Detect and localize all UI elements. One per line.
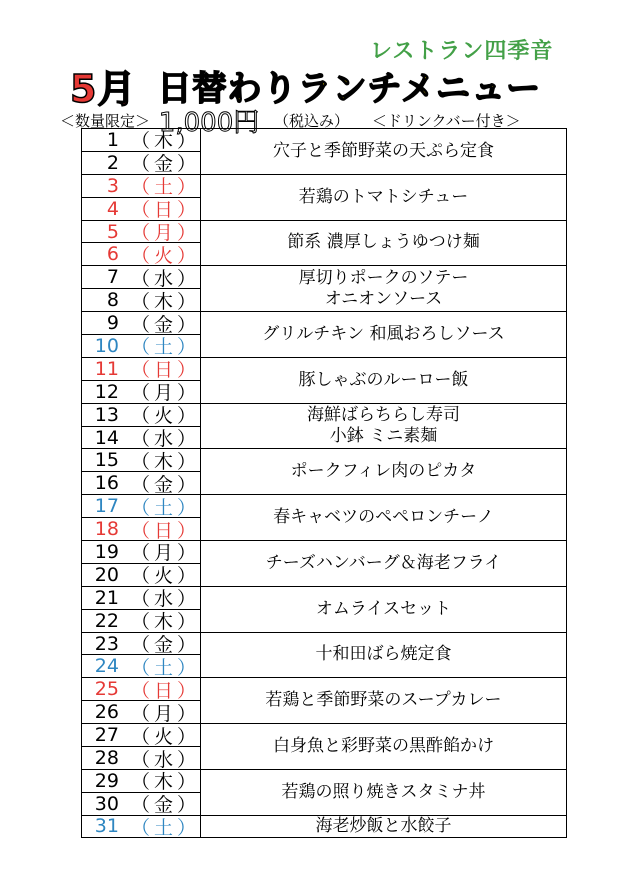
day-number: 25 <box>94 678 119 701</box>
dish-cell <box>201 266 567 312</box>
dish-cell <box>201 495 567 541</box>
date-cell <box>82 586 201 632</box>
price-label: 1,000円 <box>158 108 260 138</box>
dish-cell <box>201 541 567 587</box>
date-cell <box>82 266 201 312</box>
month-label: 5月 <box>70 67 137 111</box>
menu-row <box>82 769 567 815</box>
menu-row <box>82 403 567 449</box>
date-line <box>82 152 200 174</box>
weekday: （金） <box>130 473 200 496</box>
day-number: 8 <box>106 289 119 312</box>
date-line <box>82 289 200 311</box>
date-line <box>82 243 200 265</box>
weekday: （土） <box>130 496 200 519</box>
dish-name: 白身魚と彩野菜の黒酢餡かけ <box>273 736 494 757</box>
day-number: 10 <box>94 334 119 357</box>
tax-label: （税込み） <box>274 112 350 130</box>
dish-cell <box>201 129 567 175</box>
day-number: 1 <box>106 128 119 151</box>
menu-row <box>82 220 567 266</box>
dish-cell <box>201 815 567 837</box>
menu-row <box>82 312 567 358</box>
dish-cell <box>201 449 567 495</box>
dish-name: 若鶏のトマトシチュー <box>298 186 469 207</box>
date-cell <box>82 541 201 587</box>
date-cell <box>82 220 201 266</box>
weekday: （火） <box>130 405 200 428</box>
page-title: 日替わりランチメニュー <box>157 69 542 109</box>
day-number: 5 <box>106 220 119 243</box>
day-number: 9 <box>106 312 119 335</box>
date-line <box>82 518 200 540</box>
dish-cell <box>201 220 567 266</box>
date-cell <box>82 815 201 837</box>
dish-cell <box>201 769 567 815</box>
weekday: （金） <box>130 153 200 176</box>
date-cell <box>82 403 201 449</box>
day-number: 2 <box>106 151 119 174</box>
weekday: （金） <box>130 794 200 817</box>
day-number: 14 <box>94 426 119 449</box>
weekday: （火） <box>130 565 200 588</box>
menu-table <box>81 128 567 838</box>
day-number: 3 <box>106 174 119 197</box>
day-number: 12 <box>94 380 119 403</box>
menu-row <box>82 129 567 175</box>
date-line <box>82 747 200 769</box>
date-cell <box>82 174 201 220</box>
dish-cell <box>201 357 567 403</box>
dish-name: 海老炒飯と水餃子 <box>315 815 452 836</box>
weekday: （水） <box>130 748 200 771</box>
menu-row <box>82 495 567 541</box>
weekday: （日） <box>130 519 200 542</box>
date-cell <box>82 769 201 815</box>
menu-row <box>82 357 567 403</box>
dish-cell <box>201 632 567 678</box>
dish-cell <box>201 312 567 358</box>
weekday: （金） <box>130 313 200 336</box>
dish-name: 穴子と季節野菜の天ぷら定食 <box>273 140 494 161</box>
weekday: （土） <box>130 816 200 839</box>
dish-cell <box>201 724 567 770</box>
day-number: 27 <box>94 724 119 747</box>
dish-cell <box>201 586 567 632</box>
date-line <box>82 793 200 815</box>
weekday: （月） <box>130 542 200 565</box>
dish-name: 小鉢 ミニ素麺 <box>329 426 438 447</box>
weekday: （月） <box>130 222 200 245</box>
menu-table-body <box>82 129 567 838</box>
day-number: 7 <box>106 266 119 289</box>
date-line <box>82 655 200 677</box>
menu-row <box>82 724 567 770</box>
weekday: （火） <box>130 244 200 267</box>
weekday: （土） <box>130 176 200 199</box>
dish-name: オニオンソース <box>324 288 443 309</box>
date-cell <box>82 724 201 770</box>
date-line <box>82 427 200 449</box>
day-number: 11 <box>94 357 119 380</box>
menu-row <box>82 632 567 678</box>
day-number: 29 <box>94 769 119 792</box>
dish-name: 若鶏の照り焼きスタミナ丼 <box>281 781 486 802</box>
date-line <box>82 701 200 723</box>
date-line <box>82 816 200 837</box>
dish-name: 厚切りポークのソテー <box>298 267 469 288</box>
subtitle-row <box>60 102 521 138</box>
day-number: 4 <box>106 197 119 220</box>
restaurant-name: レストラン四季音 <box>370 39 554 64</box>
date-line <box>82 610 200 632</box>
date-cell <box>82 632 201 678</box>
weekday: （日） <box>130 199 200 222</box>
menu-row <box>82 678 567 724</box>
dish-name: 春キャベツのペペロンチーノ <box>273 507 494 528</box>
weekday: （月） <box>130 702 200 725</box>
weekday: （水） <box>130 588 200 611</box>
weekday: （木） <box>130 771 200 794</box>
weekday: （金） <box>130 634 200 657</box>
menu-row <box>82 815 567 837</box>
weekday: （木） <box>130 450 200 473</box>
weekday: （水） <box>130 428 200 451</box>
date-cell <box>82 312 201 358</box>
day-number: 23 <box>94 632 119 655</box>
dish-name: 十和田ばら焼定食 <box>315 644 452 665</box>
day-number: 26 <box>94 701 119 724</box>
date-line <box>82 198 200 220</box>
day-number: 22 <box>94 609 119 632</box>
limited-label: ＜数量限定＞ <box>60 112 151 130</box>
date-cell <box>82 449 201 495</box>
menu-row <box>82 586 567 632</box>
day-number: 28 <box>94 747 119 769</box>
weekday: （木） <box>130 611 200 634</box>
day-number: 17 <box>94 495 119 518</box>
weekday: （土） <box>130 336 200 359</box>
dish-name: 豚しゃぶのルーロー飯 <box>298 369 469 390</box>
weekday: （日） <box>130 359 200 382</box>
dish-name: オムライスセット <box>315 598 452 619</box>
menu-row <box>82 174 567 220</box>
menu-row <box>82 449 567 495</box>
date-line <box>82 472 200 494</box>
weekday: （火） <box>130 725 200 748</box>
dish-cell <box>201 678 567 724</box>
date-cell <box>82 129 201 175</box>
dish-name: 海鮮ばらちらし寿司 <box>307 405 460 426</box>
date-line <box>82 381 200 403</box>
day-number: 20 <box>94 563 119 586</box>
day-number: 15 <box>94 449 119 472</box>
dish-name: チーズハンバーグ＆海老フライ <box>265 552 502 573</box>
day-number: 18 <box>94 518 119 541</box>
drink-bar-label: ＜ドリンクバー付き＞ <box>371 112 521 130</box>
day-number: 6 <box>106 243 119 266</box>
dish-cell <box>201 403 567 449</box>
date-cell <box>82 495 201 541</box>
day-number: 16 <box>94 472 119 495</box>
date-cell <box>82 357 201 403</box>
day-number: 24 <box>94 655 119 678</box>
dish-name: 節系 濃厚しょうゆつけ麺 <box>287 232 480 253</box>
weekday: （月） <box>130 382 200 405</box>
weekday: （日） <box>130 679 200 702</box>
weekday: （木） <box>130 290 200 313</box>
menu-row <box>82 541 567 587</box>
day-number: 19 <box>94 540 119 563</box>
dish-name: ポークフィレ肉のピカタ <box>290 461 477 482</box>
dish-name: グリルチキン 和風おろしソース <box>262 324 505 345</box>
weekday: （土） <box>130 656 200 679</box>
date-line <box>82 564 200 586</box>
day-number: 31 <box>94 815 119 838</box>
day-number: 13 <box>94 403 119 426</box>
date-line <box>82 335 200 357</box>
day-number: 30 <box>94 792 119 815</box>
dish-name: 若鶏と季節野菜のスープカレー <box>265 690 502 711</box>
weekday: （木） <box>130 130 200 153</box>
date-cell <box>82 678 201 724</box>
day-number: 21 <box>94 586 119 609</box>
dish-cell <box>201 174 567 220</box>
weekday: （水） <box>130 267 200 290</box>
menu-row <box>82 266 567 312</box>
title-row <box>70 58 542 111</box>
